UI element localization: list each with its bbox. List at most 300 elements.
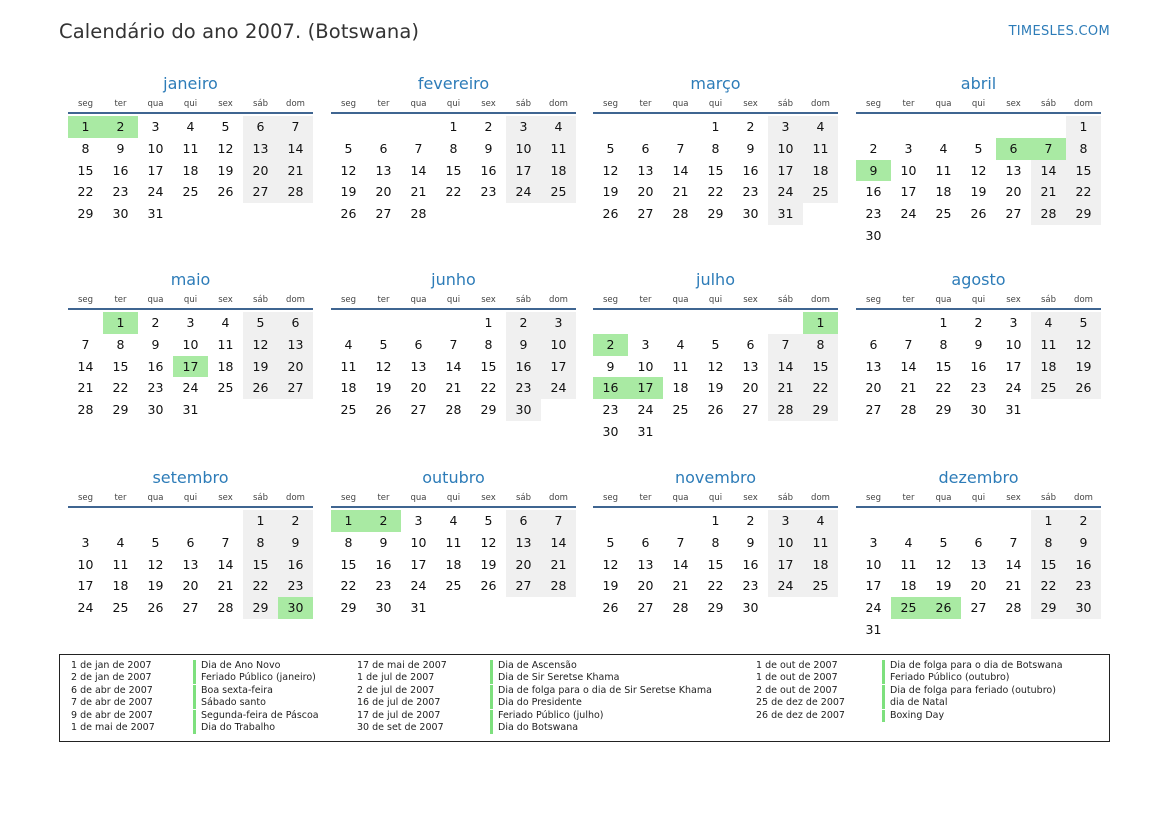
- weekday-label: sex: [743, 493, 758, 503]
- empty-cell: [803, 421, 838, 443]
- month-agosto: [856, 269, 1101, 421]
- empty-cell: [768, 312, 803, 334]
- holiday-day-cell: 17: [173, 356, 208, 378]
- legend-date: 1 de out de 2007: [756, 660, 838, 671]
- month-name: julho: [696, 270, 735, 289]
- weekday-label: sáb: [515, 295, 532, 305]
- legend-date: 25 de dez de 2007: [756, 697, 845, 709]
- weekday-label: dom: [811, 295, 830, 305]
- day-cell: 2: [746, 119, 755, 134]
- weekday-label: qui: [183, 99, 198, 109]
- day-cell: 27: [742, 402, 759, 418]
- weekday-label: qui: [183, 295, 198, 305]
- weekend-day-cell: 6: [278, 312, 313, 334]
- day-cell: 30: [375, 600, 392, 616]
- day-grid: [856, 312, 1101, 421]
- legend-date: 1 de jul de 2007: [357, 672, 435, 684]
- week-row: [68, 356, 313, 378]
- weekend-day-cell: 24: [506, 181, 541, 203]
- holiday-day-cell: 6: [996, 138, 1031, 160]
- day-cell: 16: [375, 556, 392, 572]
- empty-cell: [926, 510, 961, 532]
- week-row: [68, 334, 313, 356]
- day-cell: 7: [676, 534, 685, 550]
- day-cell: 8: [711, 140, 720, 156]
- weekday-header: [593, 490, 838, 506]
- day-cell: 27: [1005, 206, 1022, 222]
- empty-cell: [926, 619, 961, 641]
- weekday-label: dom: [1074, 493, 1093, 503]
- day-cell: 18: [935, 184, 952, 200]
- empty-cell: [733, 421, 768, 443]
- month-dezembro: [856, 467, 1101, 641]
- weekend-day-cell: 25: [803, 181, 838, 203]
- month-março: [593, 73, 838, 225]
- day-cell: 8: [484, 336, 493, 352]
- weekend-day-cell: 9: [278, 532, 313, 554]
- day-cell: 26: [375, 402, 392, 418]
- weekday-label: qua: [410, 99, 427, 109]
- day-cell: 17: [410, 556, 427, 572]
- day-cell: 11: [217, 336, 234, 352]
- week-row: [856, 334, 1101, 356]
- empty-cell: [541, 203, 576, 225]
- header-rule: [68, 308, 313, 310]
- week-row: [331, 597, 576, 619]
- holiday-day-cell: 2: [593, 334, 628, 356]
- day-cell: 24: [900, 206, 917, 222]
- day-cell: 14: [445, 358, 462, 374]
- day-cell: 4: [116, 534, 125, 550]
- weekend-day-cell: 10: [506, 138, 541, 160]
- week-row: [331, 554, 576, 576]
- day-cell: 3: [414, 513, 423, 528]
- weekend-day-cell: 14: [541, 532, 576, 554]
- weekend-day-cell: 11: [803, 532, 838, 554]
- day-cell: 18: [112, 578, 129, 594]
- day-cell: 21: [1005, 578, 1022, 594]
- week-row: [68, 532, 313, 554]
- weekend-day-cell: 19: [1066, 356, 1101, 378]
- month-novembro: [593, 467, 838, 619]
- weekend-day-cell: 22: [1066, 181, 1101, 203]
- day-cell: 3: [81, 534, 90, 550]
- empty-cell: [698, 421, 733, 443]
- header-rule: [68, 112, 313, 114]
- week-row: [68, 510, 313, 532]
- day-cell: 3: [641, 336, 650, 352]
- weekend-day-cell: 29: [803, 399, 838, 421]
- weekday-label: seg: [340, 295, 357, 305]
- day-grid: [68, 116, 313, 225]
- holiday-legend: [59, 654, 1110, 742]
- weekday-label: dom: [811, 493, 830, 503]
- weekend-day-cell: 10: [768, 532, 803, 554]
- weekday-label: sex: [481, 99, 496, 109]
- weekend-day-cell: 4: [541, 116, 576, 138]
- empty-cell: [996, 116, 1031, 138]
- month-name: março: [690, 74, 741, 93]
- day-cell: 23: [112, 184, 129, 200]
- day-cell: 13: [410, 358, 427, 374]
- day-cell: 13: [1005, 162, 1022, 178]
- site-link[interactable]: TIMESLES.COM: [1008, 24, 1110, 39]
- week-row: [331, 399, 576, 421]
- weekend-day-cell: 29: [243, 597, 278, 619]
- holiday-day-cell: 2: [366, 510, 401, 532]
- day-cell: 25: [217, 380, 234, 396]
- header-rule: [856, 308, 1101, 310]
- day-cell: 14: [1005, 556, 1022, 572]
- empty-cell: [471, 203, 506, 225]
- weekend-day-cell: 19: [243, 356, 278, 378]
- weekend-day-cell: 14: [768, 356, 803, 378]
- day-cell: 6: [641, 140, 650, 156]
- day-cell: 10: [900, 162, 917, 178]
- empty-cell: [593, 116, 628, 138]
- day-cell: 1: [939, 315, 948, 330]
- weekend-day-cell: 17: [506, 160, 541, 182]
- weekday-header: [593, 292, 838, 308]
- week-row: [593, 597, 838, 619]
- weekday-label: sáb: [252, 493, 269, 503]
- day-cell: 28: [217, 600, 234, 616]
- weekend-day-cell: 5: [1066, 312, 1101, 334]
- weekday-header: [856, 490, 1101, 506]
- week-row: [593, 554, 838, 576]
- month-outubro: [331, 467, 576, 619]
- legend-date: 6 de abr de 2007: [71, 684, 153, 696]
- weekend-day-cell: 24: [768, 181, 803, 203]
- legend-color-marker: [193, 685, 196, 697]
- week-row: [331, 377, 576, 399]
- empty-cell: [961, 510, 996, 532]
- week-row: [331, 181, 576, 203]
- legend-date: 17 de jul de 2007: [357, 709, 441, 721]
- day-cell: 18: [340, 380, 357, 396]
- day-cell: 20: [410, 380, 427, 396]
- week-row: [593, 181, 838, 203]
- legend-holiday-name: Dia de folga para feriado (outubro): [890, 684, 1056, 696]
- weekday-label: sex: [481, 493, 496, 503]
- day-cell: 14: [217, 556, 234, 572]
- empty-cell: [278, 399, 313, 421]
- weekend-day-cell: 20: [278, 356, 313, 378]
- weekend-day-cell: 18: [803, 554, 838, 576]
- week-row: [856, 554, 1101, 576]
- weekend-day-cell: 16: [1066, 554, 1101, 576]
- week-row: [856, 116, 1101, 138]
- empty-cell: [891, 510, 926, 532]
- day-cell: 28: [1005, 600, 1022, 616]
- weekday-label: qua: [672, 493, 689, 503]
- weekday-label: sáb: [252, 99, 269, 109]
- day-grid: [331, 312, 576, 421]
- weekday-header: [331, 292, 576, 308]
- weekend-day-cell: 3: [768, 116, 803, 138]
- weekend-day-cell: 11: [1031, 334, 1066, 356]
- weekday-label: dom: [286, 99, 305, 109]
- day-cell: 9: [606, 358, 615, 374]
- legend-color-marker: [193, 710, 196, 722]
- day-cell: 21: [672, 578, 689, 594]
- day-cell: 27: [970, 600, 987, 616]
- day-cell: 29: [707, 206, 724, 222]
- legend-holiday-name: Boa sexta-feira: [201, 684, 273, 696]
- empty-cell: [891, 619, 926, 641]
- empty-cell: [138, 510, 173, 532]
- legend-date: 7 de abr de 2007: [71, 697, 153, 709]
- weekday-label: sex: [481, 295, 496, 305]
- day-cell: 23: [147, 380, 164, 396]
- legend-color-marker: [882, 710, 885, 722]
- day-cell: 24: [865, 600, 882, 616]
- day-cell: 21: [445, 380, 462, 396]
- header-rule: [68, 506, 313, 508]
- weekend-day-cell: 18: [803, 160, 838, 182]
- day-cell: 29: [112, 402, 129, 418]
- day-cell: 14: [410, 162, 427, 178]
- legend-holiday-name: Feriado Público (janeiro): [201, 672, 316, 684]
- header-rule: [593, 112, 838, 114]
- empty-cell: [243, 203, 278, 225]
- weekday-label: seg: [602, 295, 619, 305]
- day-cell: 8: [81, 140, 90, 156]
- weekend-day-cell: 26: [243, 377, 278, 399]
- week-row: [331, 510, 576, 532]
- empty-cell: [1031, 399, 1066, 421]
- day-cell: 28: [445, 402, 462, 418]
- week-row: [68, 312, 313, 334]
- empty-cell: [856, 116, 891, 138]
- day-cell: 10: [77, 556, 94, 572]
- legend-color-marker: [882, 685, 885, 697]
- weekday-label: seg: [340, 493, 357, 503]
- weekday-label: qua: [935, 99, 952, 109]
- header-rule: [593, 308, 838, 310]
- day-cell: 4: [676, 336, 685, 352]
- day-cell: 8: [116, 336, 125, 352]
- day-cell: 29: [707, 600, 724, 616]
- weekday-label: seg: [865, 295, 882, 305]
- month-name: setembro: [152, 468, 229, 487]
- empty-cell: [593, 312, 628, 334]
- day-cell: 17: [900, 184, 917, 200]
- day-cell: 6: [414, 336, 423, 352]
- weekday-label: sáb: [252, 295, 269, 305]
- weekday-label: qui: [446, 99, 461, 109]
- week-row: [68, 181, 313, 203]
- empty-cell: [891, 116, 926, 138]
- day-cell: 30: [742, 600, 759, 616]
- weekend-day-cell: 4: [1031, 312, 1066, 334]
- weekday-label: ter: [377, 493, 390, 503]
- day-cell: 17: [147, 162, 164, 178]
- weekend-day-cell: 15: [1066, 160, 1101, 182]
- day-cell: 15: [340, 556, 357, 572]
- weekend-day-cell: 11: [541, 138, 576, 160]
- empty-cell: [471, 597, 506, 619]
- weekday-label: ter: [639, 493, 652, 503]
- weekday-label: seg: [865, 99, 882, 109]
- weekday-label: sex: [743, 99, 758, 109]
- empty-cell: [436, 312, 471, 334]
- weekday-label: qua: [935, 295, 952, 305]
- week-row: [593, 421, 838, 443]
- day-cell: 30: [602, 423, 619, 439]
- legend-holiday-name: Dia de folga para o dia de Botswana: [890, 660, 1063, 671]
- holiday-day-cell: 1: [103, 312, 138, 334]
- day-cell: 6: [869, 336, 878, 352]
- week-row: [68, 138, 313, 160]
- day-cell: 31: [147, 206, 164, 222]
- day-cell: 26: [970, 206, 987, 222]
- legend-color-marker: [490, 697, 493, 709]
- legend-date: 30 de set de 2007: [357, 721, 444, 733]
- weekend-day-cell: 14: [1031, 160, 1066, 182]
- legend-holiday-name: Dia de Ascensão: [498, 660, 577, 671]
- week-row: [593, 510, 838, 532]
- day-cell: 11: [445, 534, 462, 550]
- legend-holiday-name: Dia do Botswana: [498, 721, 579, 733]
- weekday-label: dom: [811, 99, 830, 109]
- empty-cell: [628, 116, 663, 138]
- empty-cell: [768, 597, 803, 619]
- weekend-day-cell: 21: [768, 377, 803, 399]
- day-cell: 7: [221, 534, 230, 550]
- day-cell: 11: [340, 358, 357, 374]
- weekend-day-cell: 24: [541, 377, 576, 399]
- day-cell: 18: [182, 162, 199, 178]
- day-cell: 30: [112, 206, 129, 222]
- empty-cell: [926, 116, 961, 138]
- weekend-day-cell: 30: [506, 399, 541, 421]
- day-cell: 8: [449, 140, 458, 156]
- day-cell: 25: [445, 578, 462, 594]
- weekend-day-cell: 22: [243, 575, 278, 597]
- weekday-header: [68, 96, 313, 112]
- week-row: [593, 356, 838, 378]
- month-name: maio: [170, 270, 211, 289]
- week-row: [68, 554, 313, 576]
- day-cell: 25: [935, 206, 952, 222]
- legend-color-marker: [882, 672, 885, 684]
- weekend-day-cell: 21: [1031, 181, 1066, 203]
- week-row: [331, 203, 576, 225]
- day-cell: 29: [935, 402, 952, 418]
- weekday-label: ter: [902, 493, 915, 503]
- day-cell: 29: [340, 600, 357, 616]
- weekend-day-cell: 6: [506, 510, 541, 532]
- empty-cell: [1031, 619, 1066, 641]
- weekend-day-cell: 7: [541, 510, 576, 532]
- day-cell: 27: [182, 600, 199, 616]
- day-cell: 13: [375, 162, 392, 178]
- empty-cell: [331, 116, 366, 138]
- weekend-day-cell: 25: [541, 181, 576, 203]
- day-cell: 3: [869, 534, 878, 550]
- weekday-label: sáb: [777, 99, 794, 109]
- day-cell: 1: [711, 119, 720, 134]
- day-cell: 12: [217, 140, 234, 156]
- day-cell: 12: [935, 556, 952, 572]
- day-cell: 23: [865, 206, 882, 222]
- legend-color-marker: [490, 710, 493, 722]
- weekday-label: qui: [708, 493, 723, 503]
- day-cell: 13: [970, 556, 987, 572]
- day-cell: 7: [904, 336, 913, 352]
- day-cell: 28: [77, 402, 94, 418]
- legend-holiday-name: Dia do Presidente: [498, 697, 582, 709]
- holiday-day-cell: 1: [803, 312, 838, 334]
- day-cell: 20: [742, 380, 759, 396]
- weekday-label: qui: [971, 295, 986, 305]
- day-cell: 4: [344, 336, 353, 352]
- weekend-day-cell: 23: [506, 377, 541, 399]
- holiday-day-cell: 1: [68, 116, 103, 138]
- weekday-label: ter: [902, 99, 915, 109]
- day-cell: 16: [742, 162, 759, 178]
- empty-cell: [961, 619, 996, 641]
- legend-date: 16 de jul de 2007: [357, 697, 441, 709]
- day-cell: 22: [340, 578, 357, 594]
- day-cell: 3: [1009, 315, 1018, 330]
- empty-cell: [366, 116, 401, 138]
- day-cell: 31: [865, 621, 882, 637]
- week-row: [68, 399, 313, 421]
- weekend-day-cell: 21: [541, 554, 576, 576]
- legend-holiday-name: Segunda-feira de Páscoa: [201, 709, 319, 721]
- day-cell: 14: [672, 162, 689, 178]
- week-row: [68, 160, 313, 182]
- day-cell: 19: [147, 578, 164, 594]
- weekday-label: ter: [114, 493, 127, 503]
- day-cell: 20: [637, 578, 654, 594]
- day-cell: 10: [410, 534, 427, 550]
- day-cell: 4: [186, 119, 195, 134]
- day-cell: 19: [970, 184, 987, 200]
- weekday-label: sáb: [1040, 295, 1057, 305]
- weekday-label: qua: [935, 493, 952, 503]
- day-cell: 27: [375, 206, 392, 222]
- day-cell: 12: [375, 358, 392, 374]
- weekday-label: sáb: [1040, 99, 1057, 109]
- week-row: [593, 116, 838, 138]
- empty-cell: [1031, 116, 1066, 138]
- day-cell: 24: [1005, 380, 1022, 396]
- day-cell: 7: [1009, 534, 1018, 550]
- weekend-day-cell: 10: [541, 334, 576, 356]
- week-row: [856, 356, 1101, 378]
- day-cell: 3: [904, 140, 913, 156]
- day-cell: 14: [672, 556, 689, 572]
- legend-holiday-name: Feriado Público (outubro): [890, 672, 1010, 684]
- week-row: [331, 334, 576, 356]
- weekday-label: qua: [410, 493, 427, 503]
- week-row: [593, 138, 838, 160]
- weekend-day-cell: 1: [1066, 116, 1101, 138]
- day-cell: 15: [707, 162, 724, 178]
- weekend-day-cell: 7: [278, 116, 313, 138]
- day-cell: 20: [182, 578, 199, 594]
- day-cell: 26: [602, 206, 619, 222]
- weekend-day-cell: 4: [803, 510, 838, 532]
- day-cell: 4: [904, 534, 913, 550]
- weekday-label: sex: [1006, 99, 1021, 109]
- day-cell: 5: [221, 119, 230, 134]
- legend-date: 1 de jan de 2007: [71, 660, 152, 671]
- legend-date: 17 de mai de 2007: [357, 660, 447, 671]
